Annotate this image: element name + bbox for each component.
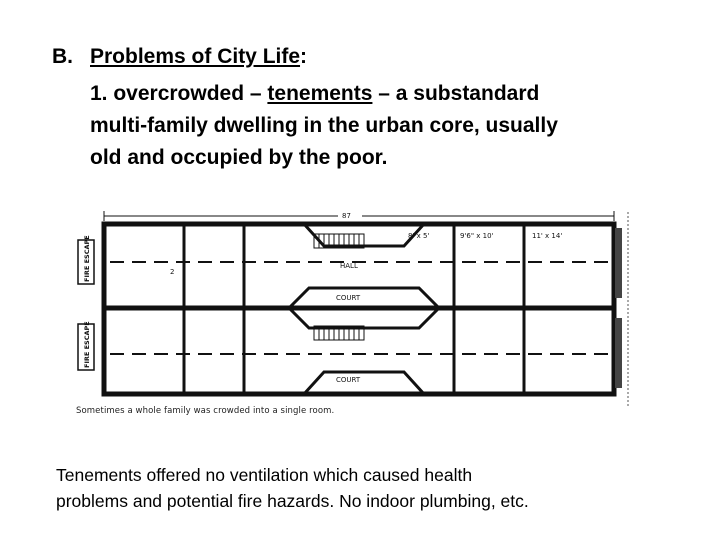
room-c-label: 11' x 14'	[532, 232, 563, 240]
side-note-label: 2	[170, 268, 175, 276]
heading-colon: :	[300, 45, 308, 68]
point-rest: – a substandard	[372, 82, 540, 105]
floor-plan-caption: Sometimes a whole family was crowded into a single room.	[76, 406, 335, 416]
footer-line-2: problems and potential fire hazards. No indoor plumbing, etc.	[56, 491, 529, 511]
point-line-2: multi-family dwelling in the urban core, usually	[90, 114, 558, 137]
heading-title: Problems of City Life	[90, 45, 301, 68]
fire-escape-top-label: FIRE ESCAPE	[83, 235, 91, 282]
room-b-label: 9'6" x 10'	[460, 232, 494, 240]
room-a-label: 8' x 5'	[408, 232, 430, 240]
point-prefix: 1. overcrowded –	[90, 82, 268, 105]
point-line-1	[90, 78, 690, 110]
court-lower-label: COURT	[336, 376, 361, 384]
point-term: tenements	[267, 82, 373, 105]
tenement-floor-plan	[74, 206, 640, 428]
hall-label: HALL	[340, 262, 358, 270]
court-upper-label: COURT	[336, 294, 361, 302]
dimension-label: 87	[342, 212, 351, 220]
slide-heading	[52, 44, 307, 70]
point-line-3: old and occupied by the poor.	[90, 146, 388, 169]
floor-plan-drawing	[74, 206, 640, 418]
footer-line-1: Tenements offered no ventilation which caused health	[56, 465, 473, 485]
point-one	[90, 78, 690, 174]
footer-text	[56, 462, 706, 514]
heading-letter: B.	[52, 45, 73, 68]
fire-escape-bottom-label: FIRE ESCAPE	[83, 321, 91, 368]
